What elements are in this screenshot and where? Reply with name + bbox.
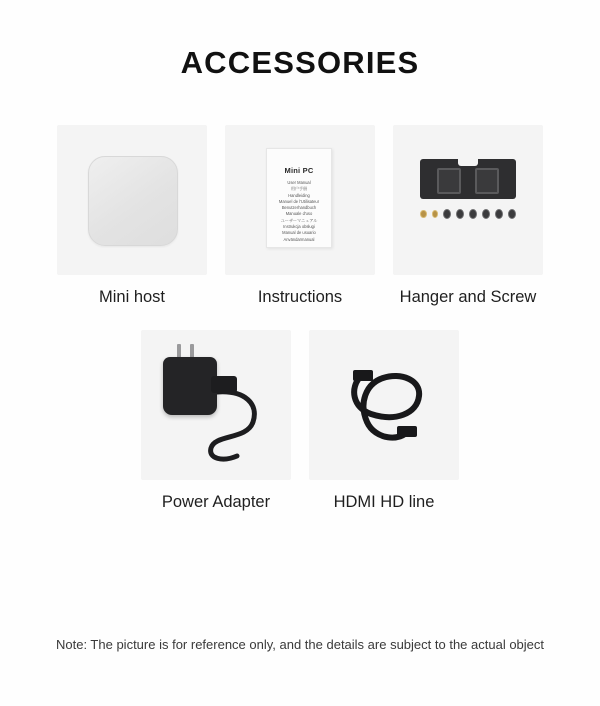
accessory-card-mini-host bbox=[57, 125, 207, 308]
accessory-caption: Instructions bbox=[257, 288, 343, 306]
accessory-caption: Power Adapter bbox=[161, 492, 271, 511]
screw-icon bbox=[456, 209, 464, 219]
mini-host-thumbnail bbox=[57, 125, 207, 275]
accessory-card-instructions bbox=[225, 125, 375, 308]
bracket-notch bbox=[458, 159, 478, 166]
hdmi-line-thumbnail bbox=[309, 330, 459, 480]
booklet-language-list bbox=[279, 181, 319, 242]
screw-icon bbox=[495, 209, 503, 219]
vesa-mount-bracket-illustration-icon bbox=[420, 159, 516, 199]
accessory-card-hdmi-line bbox=[309, 330, 459, 513]
screw-set-illustration-icon bbox=[420, 207, 516, 221]
screw-icon bbox=[420, 210, 427, 218]
hanger-and-screw-thumbnail bbox=[393, 125, 543, 275]
booklet-line: User Manual bbox=[287, 180, 311, 185]
booklet-line: 用户手册 bbox=[290, 186, 308, 192]
screw-icon bbox=[469, 209, 477, 219]
screw-icon bbox=[432, 210, 439, 218]
adapter-dc-plug-icon bbox=[211, 376, 237, 393]
booklet-line: Instrukcja obsługi bbox=[283, 224, 315, 230]
accessories-row-2 bbox=[0, 330, 600, 513]
hdmi-cable-illustration-icon bbox=[309, 330, 459, 480]
screw-icon bbox=[482, 209, 490, 219]
instructions-thumbnail bbox=[225, 125, 375, 275]
accessory-caption: Hanger and Screw bbox=[399, 288, 537, 306]
manual-booklet-illustration-icon bbox=[266, 148, 332, 248]
booklet-line: Användarmanual bbox=[283, 236, 315, 242]
booklet-line: Manuale d'uso bbox=[285, 211, 313, 217]
booklet-line: Manual de usuario bbox=[282, 230, 316, 236]
reference-note: Note: The picture is for reference only, and the details are subject to the actual object bbox=[55, 637, 545, 652]
power-adapter-thumbnail bbox=[141, 330, 291, 480]
booklet-line: Manuel de l'Utilisateur bbox=[278, 198, 320, 204]
booklet-line: Handleiding bbox=[288, 192, 310, 198]
accessory-caption: Mini host bbox=[98, 288, 166, 306]
accessory-caption: HDMI HD line bbox=[333, 492, 435, 511]
accessories-row-1 bbox=[0, 125, 600, 308]
page-title: ACCESSORIES bbox=[180, 45, 420, 80]
accessory-card-hanger-and-screw bbox=[393, 125, 543, 308]
screw-icon bbox=[508, 209, 516, 219]
power-adapter-illustration-icon bbox=[163, 357, 217, 415]
booklet-line: ユーザーマニュアル bbox=[280, 217, 318, 223]
screw-icon bbox=[443, 209, 451, 219]
booklet-title: Mini PC bbox=[284, 166, 314, 175]
accessory-card-power-adapter bbox=[141, 330, 291, 513]
booklet-line: Benutzerhandbuch bbox=[281, 205, 317, 211]
mini-pc-illustration-icon bbox=[88, 156, 178, 246]
